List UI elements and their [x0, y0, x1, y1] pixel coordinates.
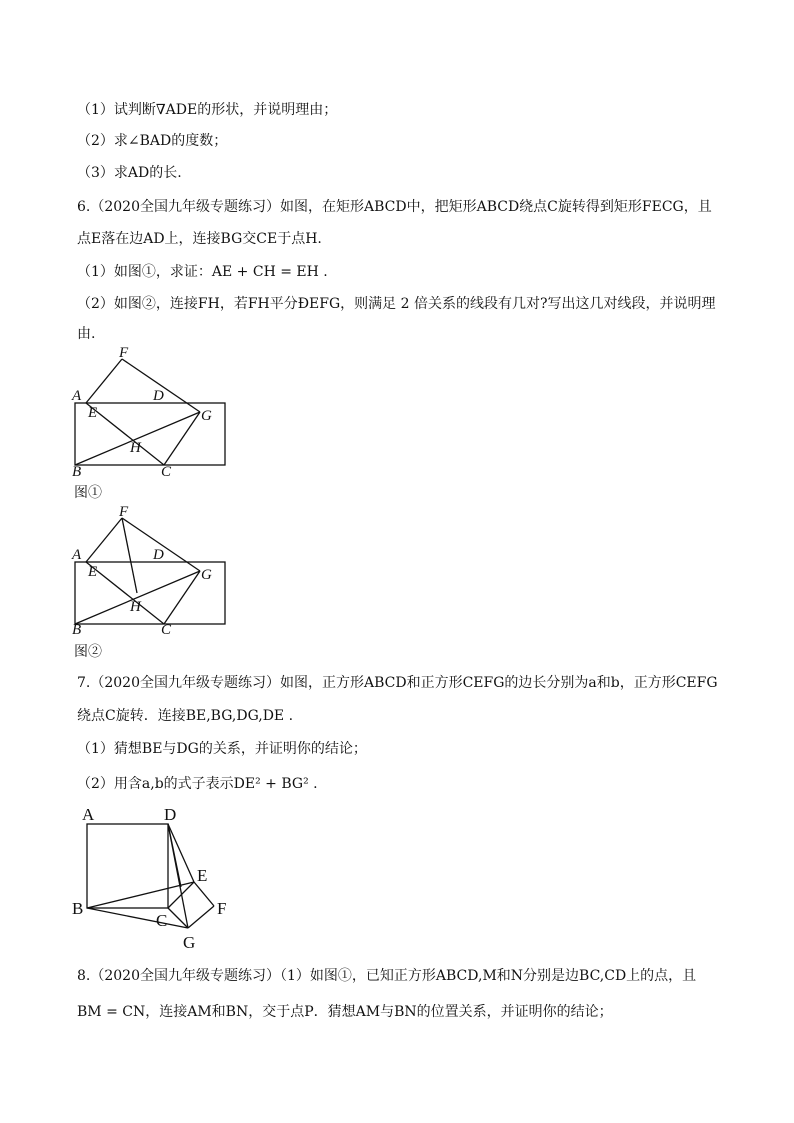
fig1-label-C: C	[161, 464, 172, 480]
fig1-label-B: B	[72, 464, 82, 480]
fig2-label-G: G	[201, 567, 212, 583]
q8-stem-line1: 8.（2020全国九年级专题练习）（1）如图①，已知正方形ABCD,M和N分别是边BC,CD上的点，且	[77, 968, 697, 984]
fig3-label-F: F	[217, 899, 227, 918]
fig2-label-F: F	[119, 504, 129, 520]
figure-1-caption: 图①	[74, 485, 102, 501]
q8-stem-line2: BM = CN，连接AM和BN，交于点P．猜想AM与BN的位置关系，并证明你的结论；	[77, 1004, 613, 1020]
fig3-label-B: B	[72, 899, 84, 918]
figure-3	[68, 803, 238, 953]
fig3-label-G: G	[183, 933, 196, 952]
fig1-label-H: H	[130, 440, 141, 456]
q7-stem-line1: 7.（2020全国九年级专题练习）如图，正方形ABCD和正方形CEFG的边长分别为a和b，正方形CEFG	[77, 675, 718, 691]
q6-part2-line1: （2）如图②，连接FH，若FH平分ÐEFG，则满足 2 倍关系的线段有几对?写出这几对线段，并说明理	[77, 296, 716, 312]
fig3-label-A: A	[82, 805, 95, 824]
q6-part1: （1）如图①，求证：AE + CH = EH .	[77, 264, 328, 280]
figure-2-caption: 图②	[74, 644, 102, 660]
fig2-label-A: A	[72, 547, 82, 563]
fig1-label-G: G	[201, 408, 212, 424]
q5-part1: （1）试判断∇ADE的形状，并说明理由；	[77, 102, 338, 118]
fig1-label-A: A	[72, 388, 82, 404]
q6-stem-line2: 点E落在边AD上，连接BG交CE于点H.	[77, 231, 322, 247]
fig3-label-E: E	[197, 866, 208, 885]
fig3-label-D: D	[164, 805, 177, 824]
q7-stem-line2: 绕点C旋转．连接BE,BG,DG,DE .	[77, 708, 294, 724]
figure-1	[60, 345, 230, 480]
fig1-label-D: D	[153, 388, 164, 404]
q5-part3: （3）求AD的长.	[77, 165, 182, 181]
q6-part2-line2: 由.	[77, 326, 96, 342]
fig1-label-F: F	[119, 345, 129, 361]
fig1-label-E: E	[88, 405, 98, 421]
fig2-label-D: D	[153, 547, 164, 563]
fig3-label-C: C	[156, 911, 168, 930]
fig2-label-B: B	[72, 622, 82, 638]
q7-part2: （2）用含a,b的式子表示DE² + BG² .	[77, 776, 318, 792]
fig2-label-E: E	[88, 564, 98, 580]
fig2-label-H: H	[130, 599, 141, 615]
fig2-label-C: C	[161, 622, 172, 638]
q7-part1: （1）猜想BE与DG的关系，并证明你的结论；	[77, 741, 367, 757]
q6-stem-line1: 6.（2020全国九年级专题练习）如图，在矩形ABCD中，把矩形ABCD绕点C旋转得到矩形FECG，且	[77, 199, 712, 215]
q5-part2: （2）求∠BAD的度数；	[77, 133, 228, 149]
figure-2	[60, 506, 230, 636]
